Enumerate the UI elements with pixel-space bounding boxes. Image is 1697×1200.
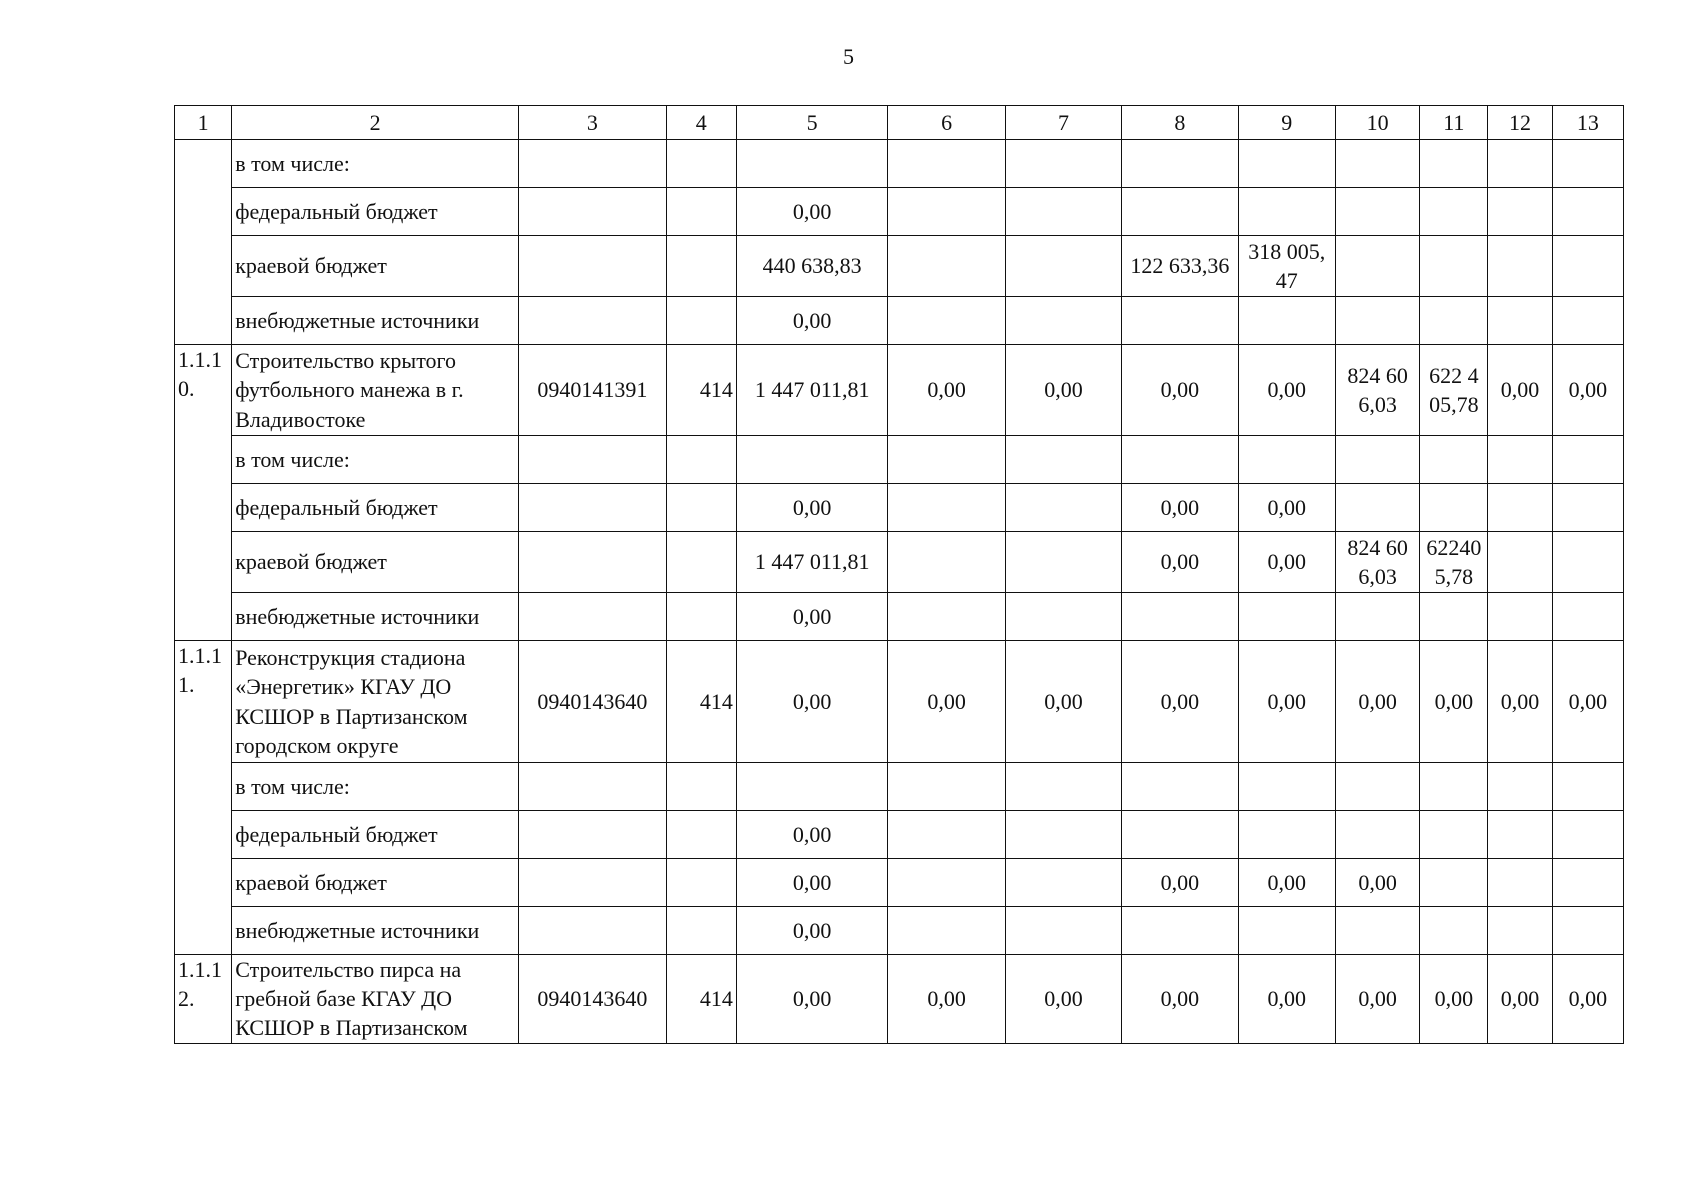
table-row — [175, 188, 1624, 236]
value-cell: 122 633,36 — [1122, 236, 1238, 297]
value-cell: 1 447 011,81 — [736, 345, 888, 436]
header-cell: 13 — [1552, 106, 1623, 140]
value-cell: 0,00 — [1420, 955, 1488, 1044]
row-label: в том числе: — [232, 763, 519, 811]
header-cell: 6 — [888, 106, 1005, 140]
table-row — [175, 641, 1624, 763]
value-cell: 0,00 — [1335, 955, 1419, 1044]
row-label: федеральный бюджет — [232, 188, 519, 236]
code-cell: 0940143640 — [519, 641, 667, 763]
value-cell: 0,00 — [888, 955, 1005, 1044]
value-cell: 0,00 — [1488, 345, 1552, 436]
value-cell: 0,00 — [1238, 484, 1335, 532]
value-cell: 0,00 — [1122, 955, 1238, 1044]
value-cell: 0,00 — [1005, 345, 1121, 436]
table-row — [175, 345, 1624, 436]
value-cell: 0,00 — [1335, 859, 1419, 907]
table-row — [175, 484, 1624, 532]
value-cell: 0,00 — [1122, 532, 1238, 593]
item-number: 1.1.1 0. — [175, 345, 232, 641]
value-cell: 0,00 — [1005, 641, 1121, 763]
value-cell: 0,00 — [1488, 641, 1552, 763]
table-row — [175, 593, 1624, 641]
value-cell: 440 638,83 — [736, 236, 888, 297]
value-cell: 62240 5,78 — [1420, 532, 1488, 593]
item-number: 1.1.1 2. — [175, 955, 232, 1044]
table-row — [175, 955, 1624, 1044]
table-row — [175, 859, 1624, 907]
code-cell: 0940143640 — [519, 955, 667, 1044]
item-title: Строительство крытого футбольного манежа в г. Владивостоке — [232, 345, 519, 436]
value-cell: 0,00 — [1552, 345, 1623, 436]
page-number: 5 — [843, 44, 854, 69]
table-row — [175, 140, 1624, 188]
value-cell: 0,00 — [1122, 345, 1238, 436]
value-cell: 0,00 — [1238, 641, 1335, 763]
table-row — [175, 763, 1624, 811]
item-number: 1.1.1 1. — [175, 641, 232, 955]
value-cell: 0,00 — [1238, 955, 1335, 1044]
item-title: Строительство пирса на гребной базе КГАУ ДО КСШОР в Партизанском — [232, 955, 519, 1044]
header-cell: 3 — [519, 106, 667, 140]
value-cell: 824 60 6,03 — [1335, 532, 1419, 593]
row-label: краевой бюджет — [232, 532, 519, 593]
value-cell: 0,00 — [1488, 955, 1552, 1044]
row-label: в том числе: — [232, 140, 519, 188]
header-cell: 8 — [1122, 106, 1238, 140]
value-cell: 0,00 — [736, 484, 888, 532]
table-row — [175, 811, 1624, 859]
value-cell: 0,00 — [1005, 955, 1121, 1044]
value-cell: 622 4 05,78 — [1420, 345, 1488, 436]
row-label: федеральный бюджет — [232, 811, 519, 859]
header-cell: 4 — [666, 106, 736, 140]
header-cell: 1 — [175, 106, 232, 140]
item-title: Реконструкция стадиона «Энергетик» КГАУ ДО КСШОР в Партизанском городском округе — [232, 641, 519, 763]
value-cell: 0,00 — [1122, 641, 1238, 763]
value-cell: 824 60 6,03 — [1335, 345, 1419, 436]
value-cell: 0,00 — [1335, 641, 1419, 763]
row-label: внебюджетные источники — [232, 593, 519, 641]
value-cell: 0,00 — [736, 955, 888, 1044]
value-cell: 0,00 — [1122, 484, 1238, 532]
value-cell: 0,00 — [1238, 859, 1335, 907]
row-label: в том числе: — [232, 436, 519, 484]
header-row — [175, 106, 1624, 140]
header-cell: 5 — [736, 106, 888, 140]
value-cell: 0,00 — [736, 297, 888, 345]
value-cell: 1 447 011,81 — [736, 532, 888, 593]
header-cell: 9 — [1238, 106, 1335, 140]
code-cell: 414 — [666, 641, 736, 763]
row-label: внебюджетные источники — [232, 297, 519, 345]
row-label: краевой бюджет — [232, 859, 519, 907]
value-cell: 0,00 — [1420, 641, 1488, 763]
table-row — [175, 436, 1624, 484]
value-cell: 0,00 — [1238, 532, 1335, 593]
value-cell: 0,00 — [736, 907, 888, 955]
table-row — [175, 236, 1624, 297]
code-cell: 0940141391 — [519, 345, 667, 436]
header-cell: 7 — [1005, 106, 1121, 140]
value-cell: 0,00 — [736, 641, 888, 763]
value-cell: 0,00 — [1552, 955, 1623, 1044]
value-cell: 0,00 — [888, 345, 1005, 436]
number-cell — [175, 140, 232, 345]
value-cell: 0,00 — [888, 641, 1005, 763]
header-cell: 10 — [1335, 106, 1419, 140]
table-row — [175, 532, 1624, 593]
value-cell: 0,00 — [1238, 345, 1335, 436]
header-cell: 11 — [1420, 106, 1488, 140]
budget-table — [174, 105, 1624, 1044]
table-row — [175, 907, 1624, 955]
row-label: внебюджетные источники — [232, 907, 519, 955]
header-cell: 2 — [232, 106, 519, 140]
value-cell: 0,00 — [736, 593, 888, 641]
value-cell: 0,00 — [1122, 859, 1238, 907]
header-cell: 12 — [1488, 106, 1552, 140]
row-label: федеральный бюджет — [232, 484, 519, 532]
table-row — [175, 297, 1624, 345]
value-cell: 0,00 — [1552, 641, 1623, 763]
value-cell: 318 005, 47 — [1238, 236, 1335, 297]
value-cell: 0,00 — [736, 188, 888, 236]
code-cell: 414 — [666, 955, 736, 1044]
value-cell: 0,00 — [736, 811, 888, 859]
row-label: краевой бюджет — [232, 236, 519, 297]
value-cell: 0,00 — [736, 859, 888, 907]
code-cell: 414 — [666, 345, 736, 436]
